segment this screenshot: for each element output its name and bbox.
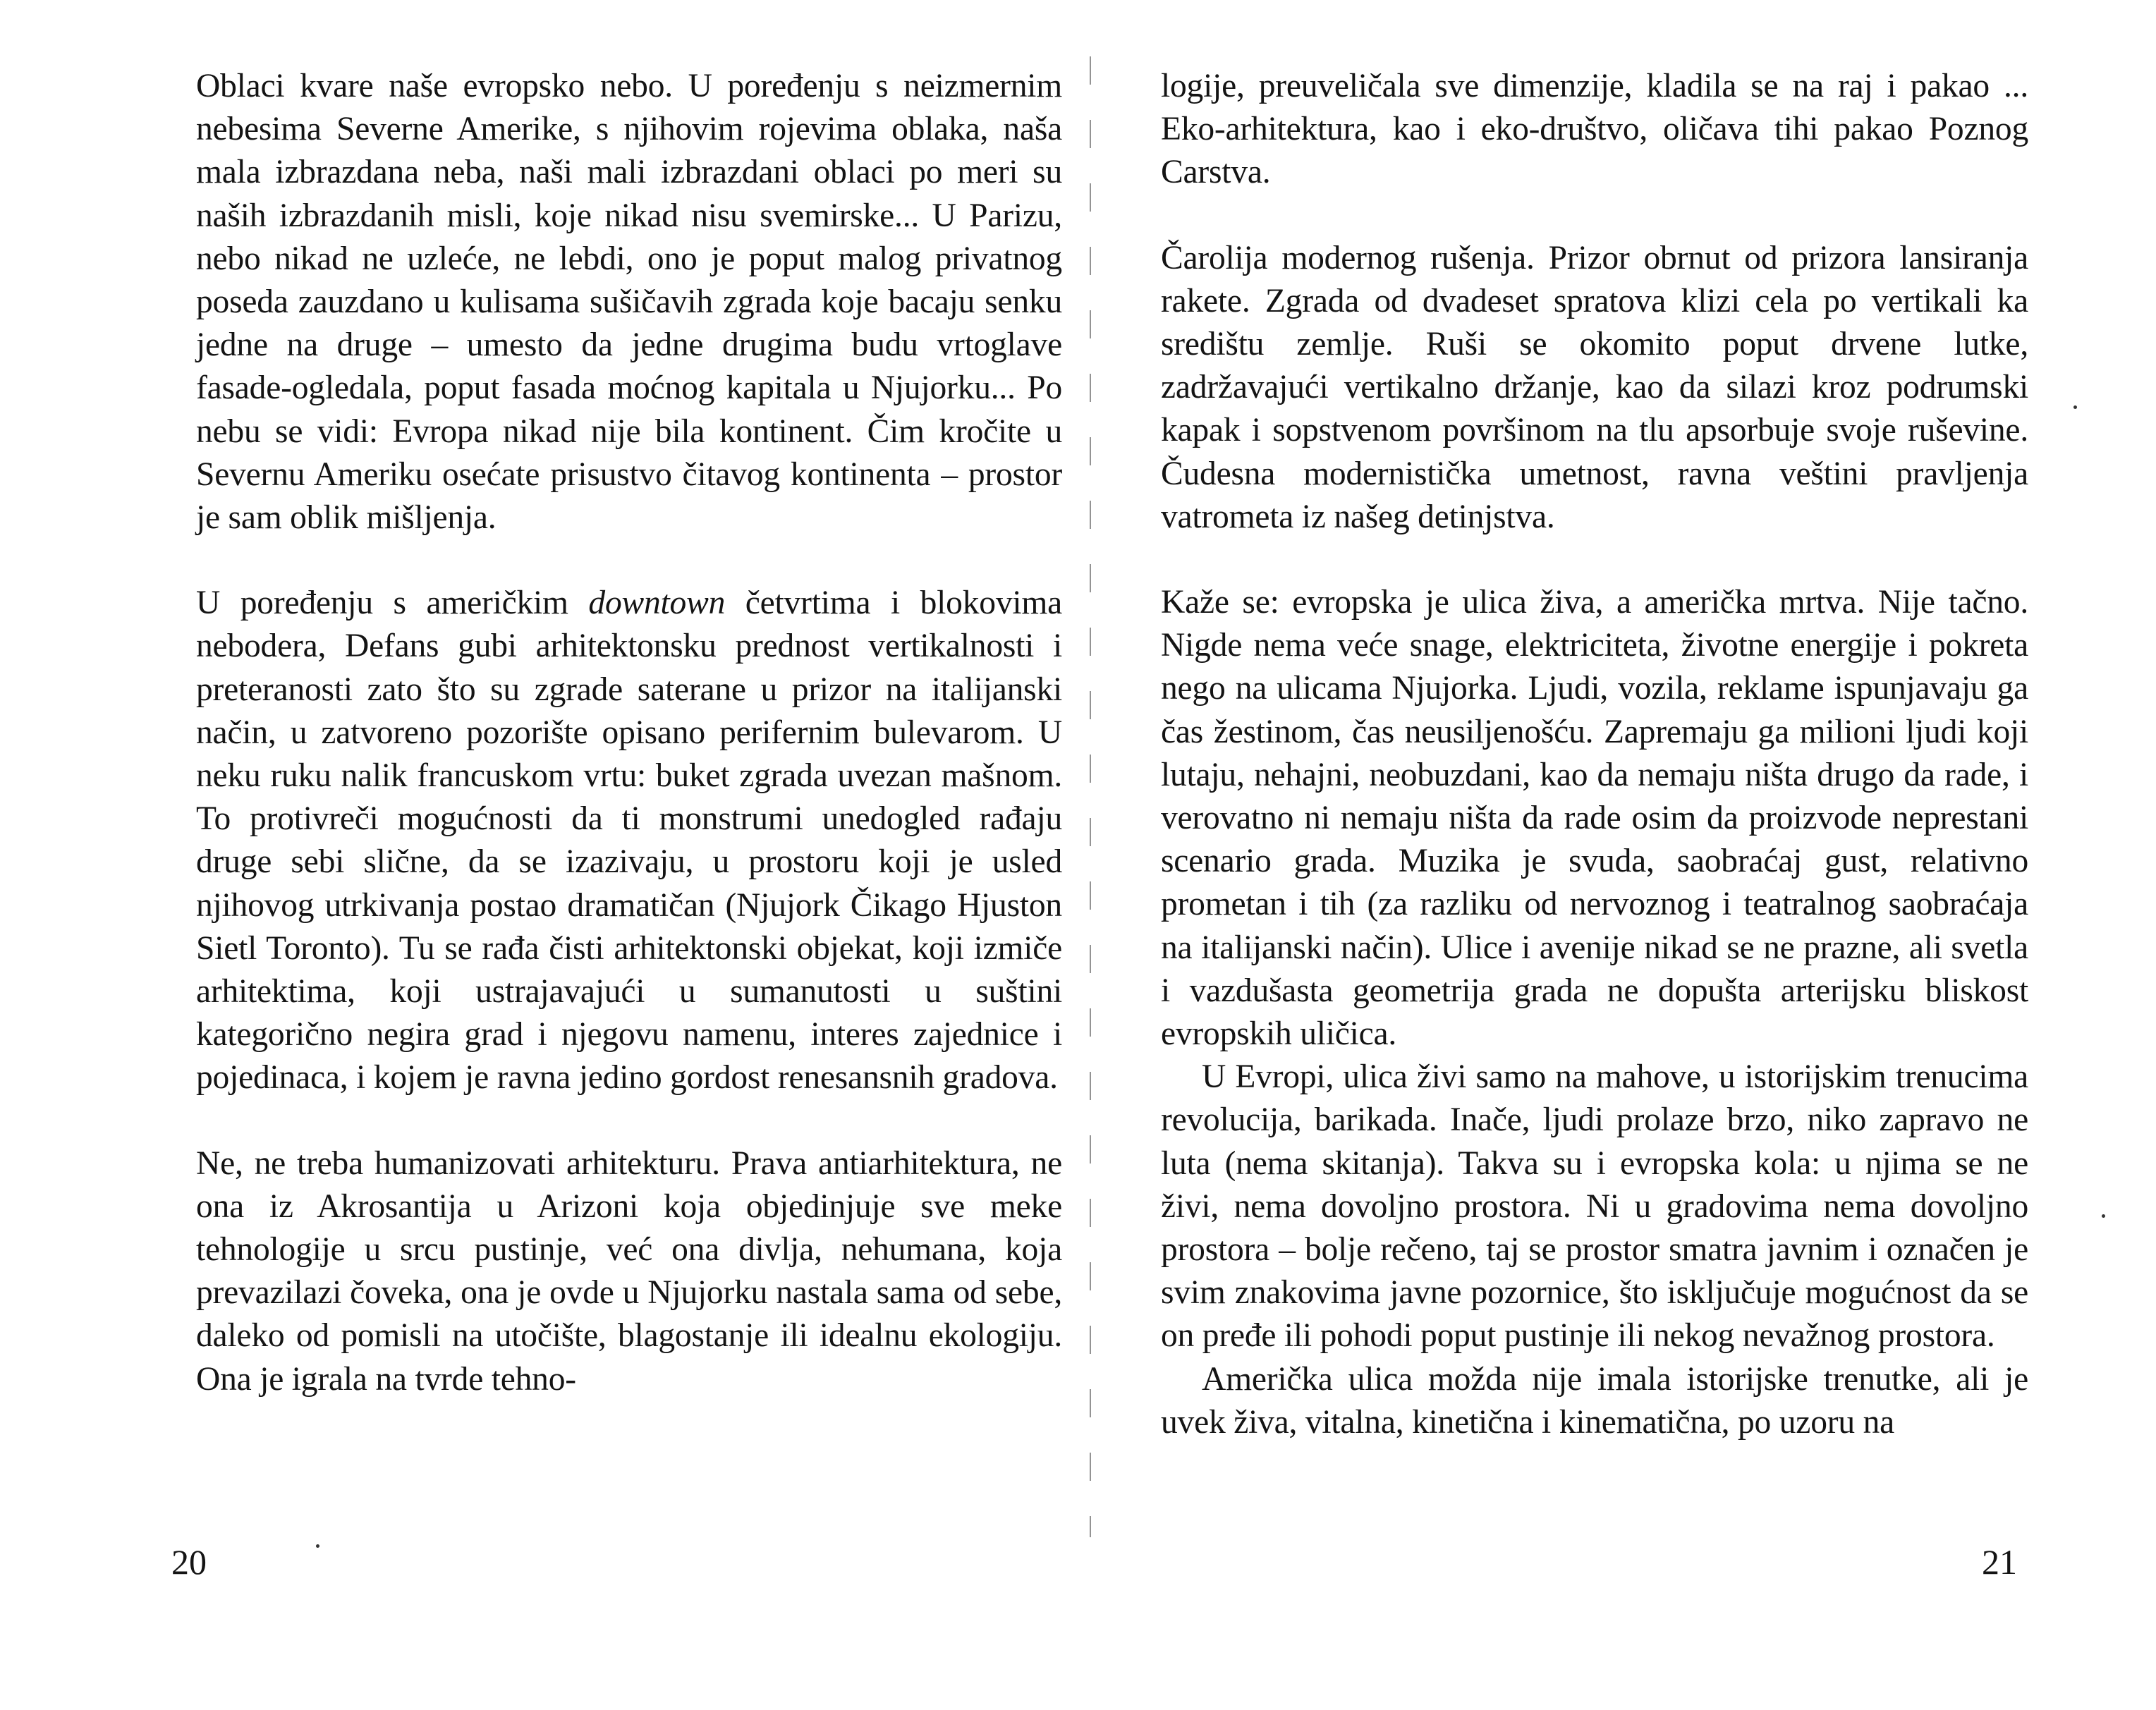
right-paragraph-3 bbox=[1161, 581, 2028, 1056]
right-paragraph-1 bbox=[1161, 65, 2028, 195]
italic-term: downtown bbox=[588, 585, 726, 622]
text-run: U Evropi, ulica živi samo na mahove, u istorijskim trenucima revolucija, barikada. Inače, ljudi prolaze brzo, niko zapravo ne luta (nema skitanja). Takva su i evropska kola: u njima se ne živi, nema dovoljno prostora. Ni u gradovima nema dovoljno prostora – bolje rečeno, taj se prostor smatra javnim i označen je svim znakovima javne pozornice, što isključuje mogućnost da se on pređe ili pohodi poput pustinje ili nekog nevažnog prostora. bbox=[1161, 1058, 2028, 1355]
right-paragraph-5 bbox=[1161, 1358, 2028, 1444]
left-paragraph-3 bbox=[196, 1142, 1062, 1401]
right-paragraph-2 bbox=[1161, 237, 2028, 539]
scan-speck bbox=[2073, 405, 2077, 409]
text-run: Ne, ne treba humanizovati arhitekturu. Prava antiarhitektura, ne ona iz Akrosantija u Arizoni koja objedinjuje sve meke tehnologije u srcu pustinje, već ona divlja, nehumana, koja prevazilazi čoveka, ona je ovde u Njujorku nastala sama od sebe, daleko od pomisli na utočište, blagostanje ili idealnu ekologiju. Ona je igrala na tvrde tehno- bbox=[196, 1144, 1062, 1398]
page-number-left: 20 bbox=[171, 1542, 207, 1582]
page-number-right: 21 bbox=[1982, 1542, 2017, 1582]
right-paragraph-4 bbox=[1161, 1056, 2028, 1357]
book-gutter bbox=[1090, 56, 1091, 1537]
scan-speck bbox=[2102, 1214, 2105, 1218]
text-run: Čarolija modernog rušenja. Prizor obrnut od prizora lansiranja rakete. Zgrada od dvadeset spratova klizi cela po vertikali ka središtu zemlje. Ruši se okomito poput drvene lutke, zadržavajući vertikalno držanje, kao da silazi kroz podrumski kapak i sopstvenom površinom na tlu apsorbuje svoje ruševine. Čudesna modernistička umetnost, ravna veštini pravljenja vatrometa iz našeg detinjstva. bbox=[1161, 239, 2028, 535]
left-paragraph-2 bbox=[196, 582, 1062, 1099]
text-run: logije, preuveličala sve dimenzije, kladila se na raj i pakao ... Eko-arhitektura, kao i eko-društvo, oličava tihi pakao Poznog Carstva. bbox=[1161, 68, 2028, 191]
text-run: Oblaci kvare naše evropsko nebo. U poređenju s neizmernim nebesima Severne Amerike, s njihovim rojevima oblaka, naša mala izbrazdana neba, naši mali izbrazdani oblaci po meri su naših izbrazdanih misli, koje nikad nisu svemirske... U Parizu, nebo nikad ne uzleće, ne lebdi, ono je poput malog privatnog poseda zauzdano u kulisama sušičavih zgrada koje bacaju senku jedne na druge – umesto da jedne drugima budu vrtoglave fasade-ogledala, poput fasada moćnog kapitala u Njujorku... Po nebu se vidi: Evropa nikad nije bila kontinent. Čim kročite u Severnu Ameriku osećate prisustvo čitavog kontinenta – prostor je sam oblik mišljenja. bbox=[196, 68, 1062, 537]
left-page bbox=[196, 65, 1062, 1401]
text-run: Kaže se: evropska je ulica živa, a američka mrtva. Nije tačno. Nigde nema veće snage, elektriciteta, životne energije i pokreta nego na ulicama Njujorka. Ljudi, vozila, reklame ispunjavaju ga čas žestinom, čas neusiljenošću. Zapremaju ga milioni ljudi koji lutaju, nehajni, neobuzdani, kao da nemaju ništa drugo da rade, i verovatno ni nemaju ništa da rade osim da proizvode neprestani scenario grada. Muzika je svuda, saobraćaj gust, relativno prometan i tih (za razliku od nervoznog i teatralnog saobraćaja na italijanski način). Ulice i avenije nikad se ne prazne, ali svetla i vazdušasta geometrija grada ne dopušta arterijsku bliskost evropskih uličica. bbox=[1161, 584, 2028, 1053]
scan-speck bbox=[316, 1544, 319, 1548]
text-run: U poređenju s američkim bbox=[196, 585, 589, 622]
left-paragraph-1 bbox=[196, 65, 1062, 539]
text-run: četvrtima i blokovima nebodera, Defans gubi arhitektonsku prednost vertikalnosti i preteranosti zato što su zgrade saterane u prizor na italijanski način, u zatvoreno pozorište opisano perifernim bulevarom. U neku ruku nalik francuskom vrtu: buket zgrada uvezan mašnom. To protivreči mogućnosti da ti monstrumi unedogled rađaju druge sebi slične, da se izazivaju, u prostoru koji je usled njihovog utrkivanja postao dramatičan (Njujork Čikago Hjuston Sietl Toronto). Tu se rađa čisti arhitektonski objekat, koji izmiče arhitektima, koji ustrajavajući u sumanutosti u suštini kategorično negira grad i njegovu namenu, interes zajednice i pojedinaca, i kojem je ravna jedino gordost renesansnih gradova. bbox=[196, 585, 1063, 1097]
right-page bbox=[1161, 65, 2028, 1444]
text-run: Američka ulica možda nije imala istorijske trenutke, ali je uvek živa, vitalna, kinetična i kinematična, po uzoru na bbox=[1161, 1360, 2028, 1441]
